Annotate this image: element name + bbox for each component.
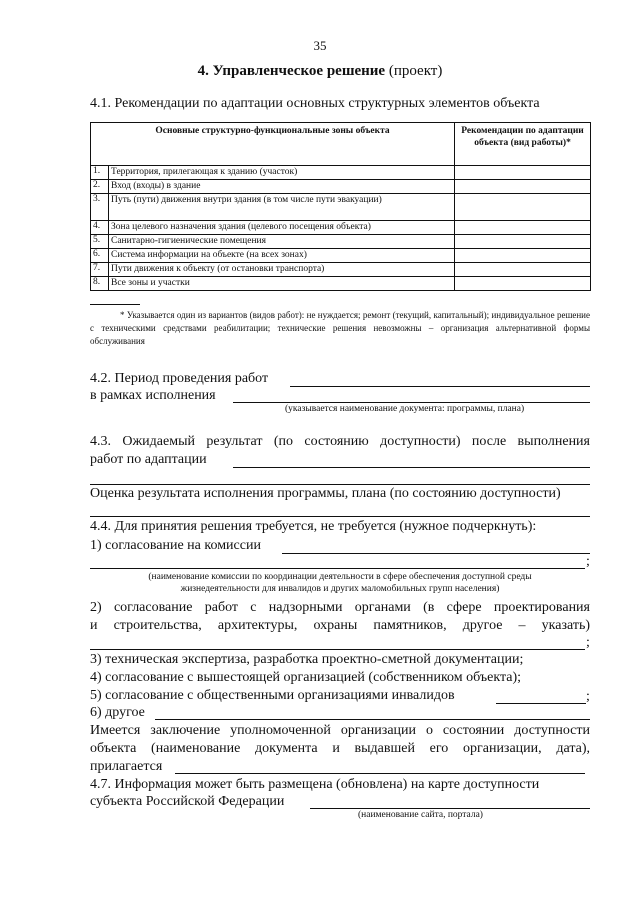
row-number: 2. [91, 180, 109, 194]
recommendation-cell[interactable] [455, 194, 591, 221]
row-number: 4. [91, 221, 109, 235]
s44-item4: 4) согласование с вышестоящей организацией (собственником объекта); [90, 670, 522, 685]
recommendation-cell[interactable] [455, 263, 591, 277]
s44-item2-l2: и строительства, архитектуры, охраны памятников, другое – указать) [90, 618, 590, 633]
col-zones-header: Основные структурно-функциональные зоны объекта [91, 123, 455, 166]
s43-line3-field[interactable] [90, 516, 590, 517]
row-number: 7. [91, 263, 109, 277]
s44-line1: 4.4. Для принятия решения требуется, не требуется (нужное подчеркнуть): [90, 519, 537, 534]
s44-hint1: (наименование комиссии по координации деятельности в сфере обеспечения доступной среды [148, 572, 532, 582]
table-row [91, 249, 591, 263]
col-recommendations-header: Рекомендации по адаптации объекта (вид работы)* [455, 123, 591, 166]
s42-line2-field[interactable] [233, 402, 590, 403]
s47-line1: 4.7. Информация может быть размещена (обновлена) на карте доступности [90, 777, 540, 792]
s42-line1 [90, 371, 268, 387]
s42-line1-label: 4.2. Период проведения работ [90, 371, 269, 386]
zone-name: Система информации на объекте (на всех зонах) [109, 249, 455, 263]
s44-conclusion-l1: Имеется заключение уполномоченной организации о состоянии доступности [90, 723, 590, 738]
s43-blank-line[interactable] [90, 484, 590, 485]
section-4-1-heading: 4.1. Рекомендации по адаптации основных структурных элементов объекта [90, 96, 540, 111]
footnote-separator [90, 304, 140, 305]
s44-item2-semicolon: ; [586, 635, 590, 650]
s44-item6-field[interactable] [155, 719, 590, 720]
s43-line2-label: работ по адаптации [90, 452, 207, 467]
section-4-title-suffix: (проект) [385, 63, 443, 79]
zone-name: Все зоны и участки [109, 277, 455, 291]
table-row [91, 194, 591, 221]
row-number: 6. [91, 249, 109, 263]
recommendation-cell[interactable] [455, 235, 591, 249]
section-4-title [0, 63, 640, 80]
zone-name: Пути движения к объекту (от остановки транспорта) [109, 263, 455, 277]
s44-item1-field2[interactable] [90, 568, 585, 569]
footnote: * Указывается один из вариантов (видов работ): не нуждается; ремонт (текущий, капитальный); индивидуальное решение с техническими средствами реабилитации; технические решения невозможны – организация альтернативной формы обслуживания [90, 310, 590, 346]
zone-name: Территория, прилегающая к зданию (участок) [109, 166, 455, 180]
recommendation-cell[interactable] [455, 221, 591, 235]
table-row [91, 166, 591, 180]
s44-item5-semicolon: ; [586, 689, 590, 704]
s44-item1-field[interactable] [282, 553, 590, 554]
table-row [91, 263, 591, 277]
s44-item1-semicolon: ; [586, 554, 590, 569]
s44-hint2: жизнедеятельности для инвалидов и других маломобильных групп населения) [180, 584, 500, 594]
zones-table [90, 122, 591, 291]
s47-line2-label: субъекта Российской Федерации [90, 794, 285, 809]
s44-item6-label: 6) другое [90, 705, 145, 720]
row-number: 3. [91, 194, 109, 221]
s47-hint: (наименование сайта, портала) [358, 810, 483, 820]
row-number: 8. [91, 277, 109, 291]
page-number: 35 [313, 38, 327, 53]
s44-item2-l1: 2) согласование работ с надзорными органами (в сфере проектирования [90, 600, 590, 615]
s44-conclusion-l3-label: прилагается [90, 759, 163, 774]
s44-item1-label: 1) согласование на комиссии [90, 538, 261, 553]
recommendation-cell[interactable] [455, 166, 591, 180]
table-row [91, 277, 591, 291]
section-4-title-bold: 4. Управленческое решение [197, 63, 386, 79]
s43-line3: Оценка результата исполнения программы, плана (по состоянию доступности) [90, 486, 561, 501]
s44-item3: 3) техническая экспертиза, разработка проектно-сметной документации; [90, 652, 524, 667]
table-row [91, 235, 591, 249]
row-number: 1. [91, 166, 109, 180]
zone-name: Санитарно-гигиенические помещения [109, 235, 455, 249]
s47-site-field[interactable] [310, 808, 590, 809]
s44-item2-field[interactable] [90, 649, 585, 650]
s44-conclusion-field[interactable] [175, 773, 585, 774]
s42-line1-field[interactable] [290, 386, 590, 387]
s42-line2-label: в рамках исполнения [90, 388, 216, 403]
s43-line2-field[interactable] [233, 467, 590, 468]
zone-name: Путь (пути) движения внутри здания (в том числе пути эвакуации) [109, 194, 455, 221]
zones-table-header [91, 123, 591, 166]
s44-item5-field[interactable] [496, 703, 586, 704]
zone-name: Зона целевого назначения здания (целевого посещения объекта) [109, 221, 455, 235]
recommendation-cell[interactable] [455, 180, 591, 194]
s42-hint: (указывается наименование документа: программы, плана) [285, 404, 525, 414]
s43-line1: 4.3. Ожидаемый результат (по состоянию доступности) после выполнения [90, 434, 590, 449]
recommendation-cell[interactable] [455, 249, 591, 263]
zone-name: Вход (входы) в здание [109, 180, 455, 194]
s44-item5-label: 5) согласование с общественными организациями инвалидов [90, 688, 455, 703]
s44-conclusion-l2: объекта (наименование документа и выдавшей его организации, дата), [90, 741, 590, 756]
table-row [91, 221, 591, 235]
recommendation-cell[interactable] [455, 277, 591, 291]
row-number: 5. [91, 235, 109, 249]
table-row [91, 180, 591, 194]
